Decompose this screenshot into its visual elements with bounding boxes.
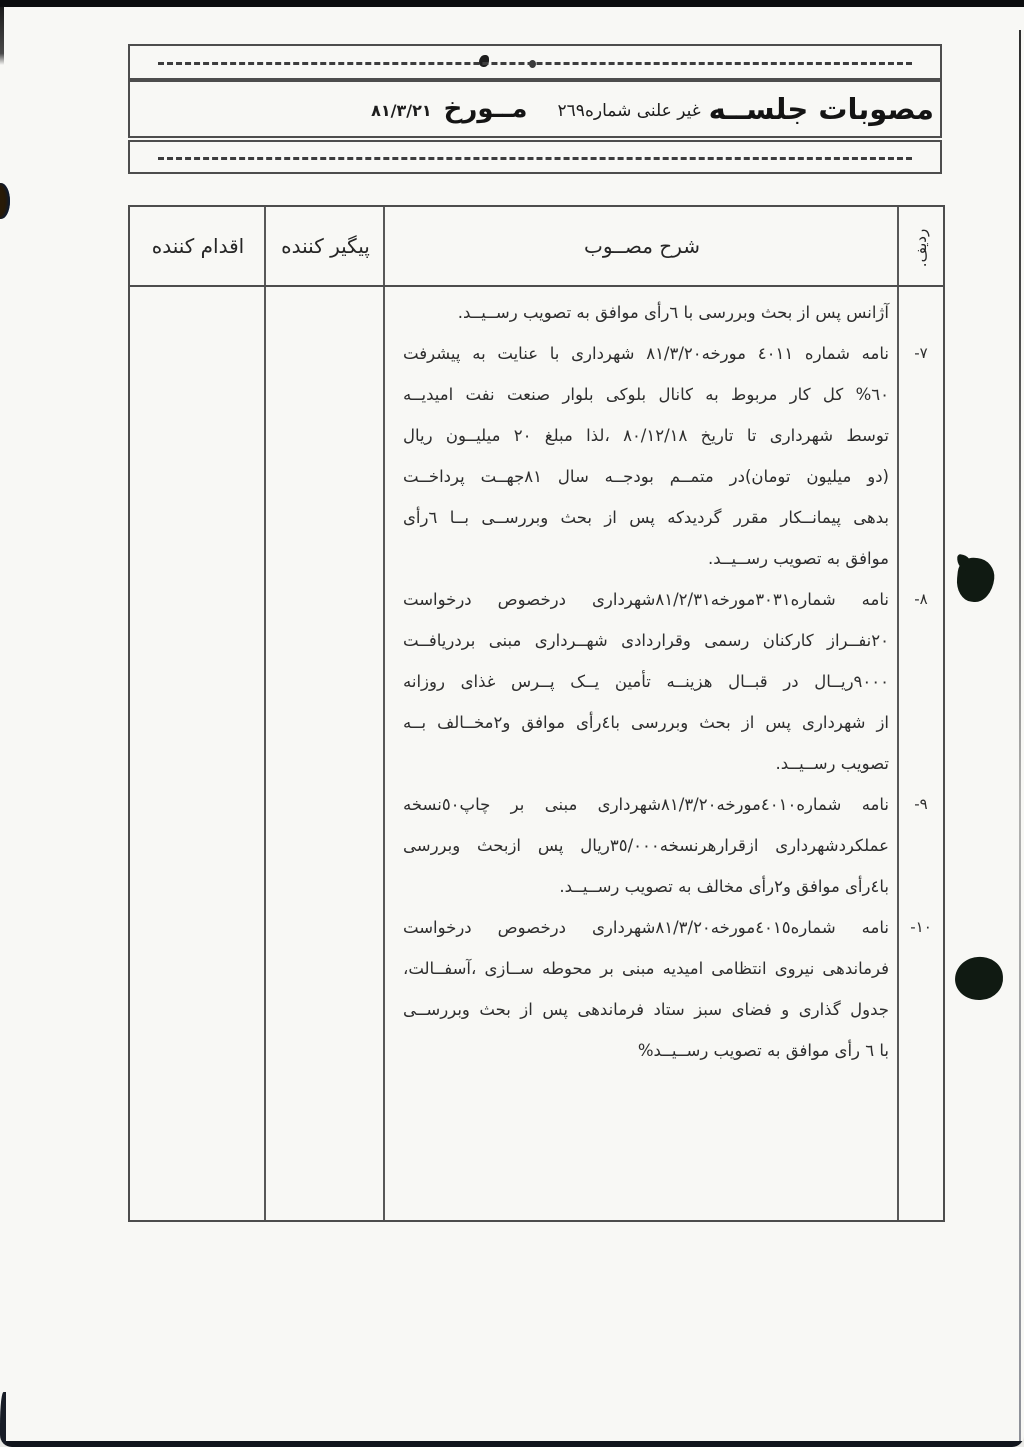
dashed-line bbox=[158, 157, 911, 160]
row-number: ١٠- bbox=[910, 918, 932, 936]
item-lines bbox=[385, 333, 899, 579]
actor-cell bbox=[130, 333, 266, 579]
table-body-items bbox=[130, 287, 943, 1220]
item-line: عملکردشهرداری ازقرارهرنسخه٣٥/٠٠٠ریال پس ازبحث وبررسی bbox=[403, 836, 889, 855]
item-line: نامه شماره٣٠٣١مورخه٨١/٢/٣١شهرداری درخصوص درخواست bbox=[403, 590, 889, 609]
item-line: موافق به تصویب رســیــد. bbox=[707, 549, 889, 568]
dashed-rule-box-bottom bbox=[128, 140, 942, 174]
scan-edge-right bbox=[1019, 30, 1021, 1442]
item-line: فرماندهی نیروی انتظامی امیدیه مبنی بر محوطه ســازی ،آسفــالت، bbox=[403, 959, 889, 978]
actor-cell bbox=[130, 292, 266, 333]
scan-corner-bottom-left bbox=[0, 1392, 6, 1447]
item-line: با ٦ رأی موافق به تصویب رســیــد% bbox=[637, 1041, 889, 1060]
item-line: آژانس پس از بحث وبررسی با ٦رأی موافق به تصویب رســیــد. bbox=[457, 303, 889, 322]
item-line: (دو میلیون تومان)در متمــم بودجــه سال ٨١جهــت پرداخــت bbox=[403, 467, 889, 486]
item-line: توسط شهرداری تا تاریخ ٨٠/١٢/١٨ ،لذا مبلغ ٢٠ میلیــون ریال bbox=[403, 426, 889, 445]
hole-punch-mark bbox=[953, 955, 1005, 1002]
item-line: تصویب رســیــد. bbox=[775, 754, 889, 773]
column-header-row-number bbox=[899, 228, 943, 268]
resolutions-table bbox=[128, 205, 945, 1222]
hole-punch-mark bbox=[955, 556, 996, 604]
row-number-label: ردیف. bbox=[912, 228, 930, 268]
column-header-follower: پیگیر کننده bbox=[281, 234, 370, 258]
dashed-rule-box-top bbox=[128, 44, 942, 80]
title-main: مصوبات جلســه bbox=[708, 92, 934, 126]
follower-cell bbox=[266, 292, 385, 333]
item-line: بدهی پیمانــکار مقرر گردیدکه پس از بحث وبررســی بــا ٦رأی bbox=[403, 508, 889, 527]
item-lines bbox=[385, 784, 899, 907]
row-number bbox=[899, 292, 943, 333]
title-session-info: غیر علنی شماره٢٦٩ bbox=[557, 101, 701, 121]
scan-smudge-left bbox=[0, 183, 10, 219]
title-date-value: ٨١/٣/٢١ bbox=[371, 101, 432, 120]
scan-edge-top bbox=[0, 0, 1024, 7]
item-lines bbox=[385, 579, 899, 784]
item-line: از شهرداری پس از بحث وبررسی با٤رأی موافق و٢مخــالف بــه bbox=[403, 713, 889, 732]
item-lines bbox=[385, 907, 899, 1071]
actor-cell bbox=[130, 907, 266, 1071]
table-row bbox=[130, 907, 943, 1071]
item-line: نامه شماره ٤٠١١ مورخه٨١/٣/٢٠ شهرداری با عنایت به پیشرفت bbox=[403, 344, 889, 363]
table-row bbox=[130, 784, 943, 907]
row-number: ٩- bbox=[914, 795, 928, 813]
follower-cell bbox=[266, 333, 385, 579]
item-line: نامه شماره٤٠١٥مورخه٨١/٣/٢٠شهرداری درخصوص درخواست bbox=[403, 918, 889, 937]
table-row bbox=[130, 579, 943, 784]
item-line: با٤رأی موافق و٢رأی مخالف به تصویب رســیــد. bbox=[559, 877, 889, 896]
table-row bbox=[130, 333, 943, 579]
follower-cell bbox=[266, 907, 385, 1071]
follower-cell bbox=[266, 579, 385, 784]
item-lines bbox=[385, 292, 899, 333]
meeting-title-bar bbox=[128, 80, 942, 138]
scan-edge-bottom bbox=[0, 1441, 1024, 1447]
row-number: ٧- bbox=[914, 344, 928, 362]
column-header-actor: اقدام کننده bbox=[151, 234, 245, 258]
item-line: نامه شماره٤٠١٠مورخه٨١/٣/٢٠شهرداری مبنی بر چاپ٥٠نسخه bbox=[403, 795, 889, 814]
item-line: جدول گذاری و فضای سبز ستاد فرماندهی پس از بحث وبررســی bbox=[403, 1000, 889, 1019]
actor-cell bbox=[130, 579, 266, 784]
dashed-line bbox=[158, 62, 911, 65]
column-header-description: شرح مصــوب bbox=[584, 234, 700, 258]
item-line: ٩٠٠٠ریــال در قبــال هزینــه تأمین یــک پــرس غذای روزانه bbox=[403, 672, 889, 691]
actor-cell bbox=[130, 784, 266, 907]
table-row bbox=[130, 292, 943, 333]
row-number: ٨- bbox=[914, 590, 928, 608]
title-dated-label: مــورخ bbox=[443, 94, 528, 124]
follower-cell bbox=[266, 784, 385, 907]
table-header-row bbox=[130, 207, 943, 287]
item-line: ٢٠نفــراز کارکنان رسمی وقراردادی شهــرداری مبنی بردریافــت bbox=[403, 631, 889, 650]
scan-edge-left bbox=[0, 7, 4, 65]
item-line: ٦٠% کل کار مربوط به کانال بلوکی بلوار صنعت نفت امیدیــه bbox=[403, 385, 889, 404]
